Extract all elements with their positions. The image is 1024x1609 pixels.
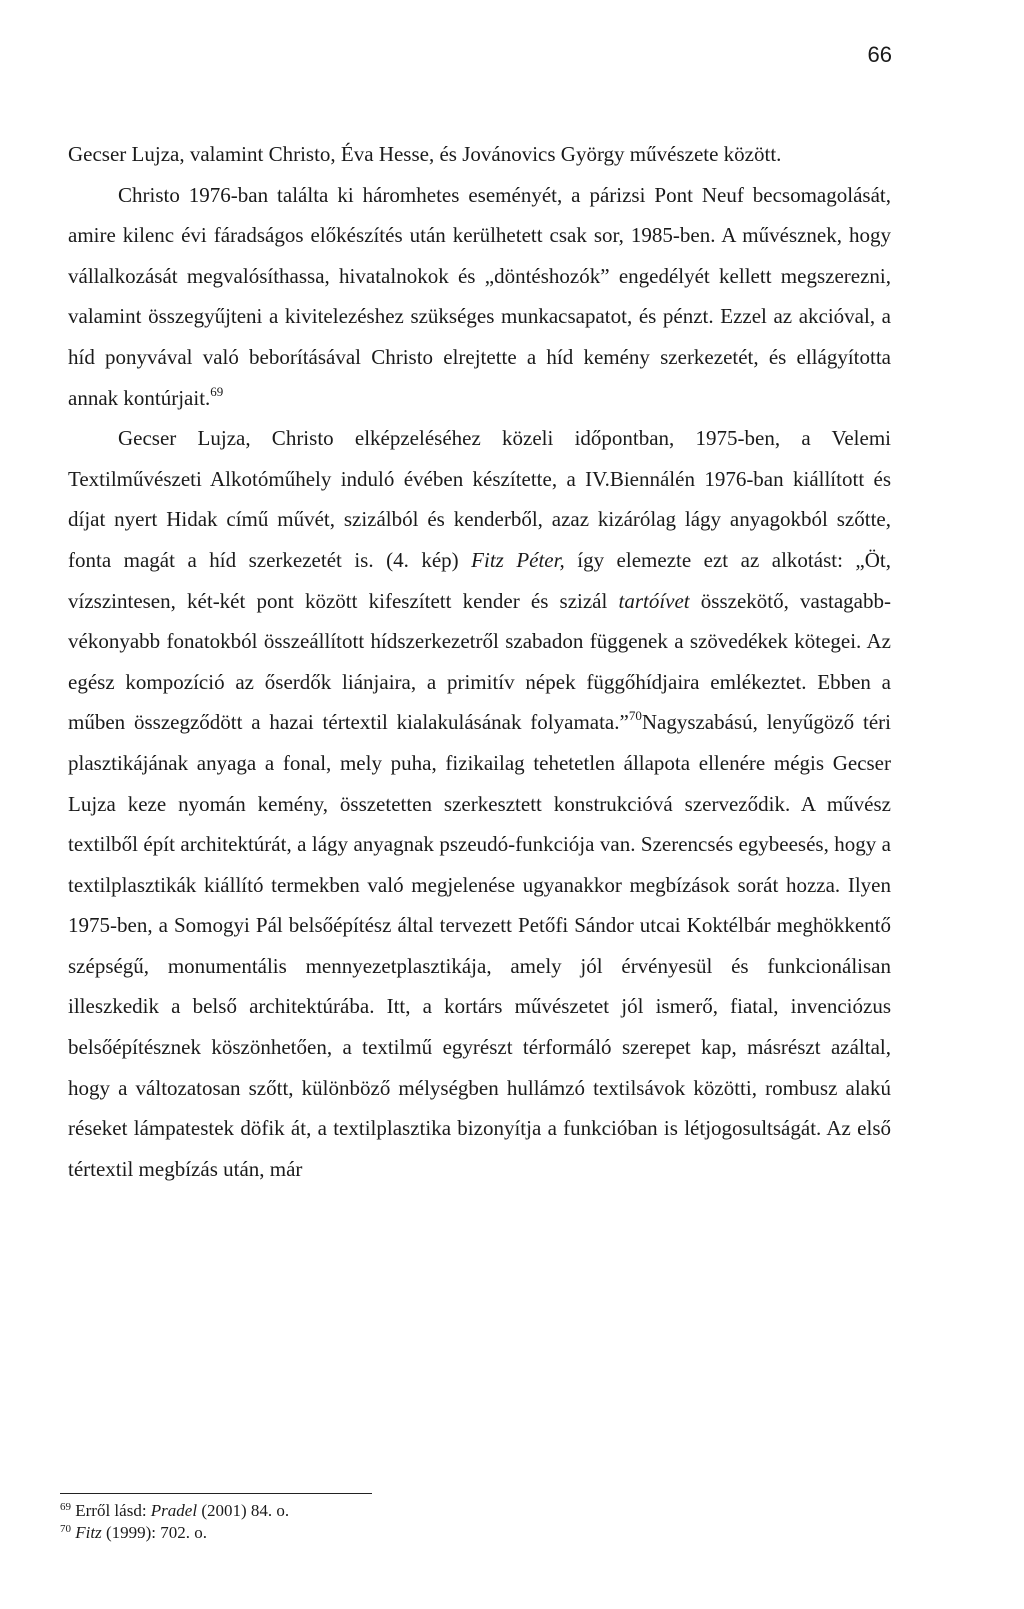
footnote-69 [60, 1500, 760, 1522]
footnote-divider [60, 1493, 372, 1494]
footnote-70 [60, 1522, 760, 1544]
paragraph-3-text-c: összekötő, vastagabb-vékonyabb fonatokból összeállított hídszerkezetről szabadon függenek a szövedékek kötegei. Az egész kompozíció az őserdők liánjaira, a primitív népek függőhídjaira emlékeztet. Ebben a műben összegződött a hazai tértextil kialakulásának folyamata.” [68, 588, 891, 735]
footnote-author: Pradel [150, 1501, 198, 1520]
paragraph-2 [68, 175, 891, 419]
paragraph-3-text-a: Gecser Lujza, Christo elképzeléséhez közeli időpontban, 1975-ben, a Velemi Textilművészeti Alkotóműhely induló évében készítette, a IV.Biennálén 1976-ban kiállított és díjat nyert Hidak című művét, szizálból és kenderből, azaz kizárólag lágy anyagokból szőtte, fonta magát a híd szerkezetét is. (4. kép) [68, 426, 891, 572]
paragraph-3-italic-author: Fitz Péter, [471, 547, 565, 572]
footnote-ref-69: 69 [210, 383, 224, 399]
footnote-author: Fitz [75, 1523, 102, 1542]
footnotes [60, 1500, 760, 1544]
footnote-citation: (2001) 84. o. [197, 1501, 290, 1520]
paragraph-3-italic-term: tartóívet [618, 588, 690, 613]
footnote-number: 70 [60, 1523, 71, 1535]
paragraph-2-text: Christo 1976-ban találta ki háromhetes eseményét, a párizsi Pont Neuf becsomagolását, amire kilenc évi fáradságos előkészítés után kerülhetett csak sor, 1985-ben. A művésznek, hogy vállalkozását megvalósíthassa, hivatalnokok és „döntéshozók” engedélyét kellett megszerezni, valamint összegyűjteni a kivitelezéshez szükséges munkacsapatot, és pénzt. Ezzel az akcióval, a híd ponyvával való beborításával Christo elrejtette a híd kemény szerkezetét, és ellágyította annak kontúrjait. [68, 182, 891, 410]
paragraph-3-text-d: Nagyszabású, lenyűgöző téri plasztikájának anyaga a fonal, mely puha, fizikailag tehetetlen állapota ellenére mégis Gecser Lujza keze nyomán kemény, összetetten szerkesztett konstrukcióvá szerveződik. A művész textilből épít architektúrát, a lágy anyagnak pszeudó-funkciója van. Szerencsés egybeesés, hogy a textilplasztikák kiállító termekben való megjelenése ugyanakkor megbízások sorát hozza. Ilyen 1975-ben, a Somogyi Pál belsőépítész által tervezett Petőfi Sándor utcai Koktélbár meghökkentő szépségű, monumentális mennyezetplasztikája, amely jól érvényesül és funkcionálisan illeszkedik a belső architektúrába. Itt, a kortárs művészetet jól ismerő, fiatal, invenciózus belsőépítésznek köszönhetően, a textilmű egyrészt térformáló szerepet kap, másrészt azáltal, hogy a változatosan szőtt, különböző mélységben hullámzó textilsávok közötti, rombusz alakú réseket lámpatestek döfik át, a textilplasztika bizonyítja a funkcióban is létjogosultságát. Az első tértextil megbízás után, már [68, 710, 891, 1181]
paragraph-3-text-b: így elemezte ezt az alkotást: „Öt, vízszintesen, két-két pont között kifeszített kender és szizál [68, 547, 891, 613]
paragraph-1: Gecser Lujza, valamint Christo, Éva Hesse, és Jovánovics György művészete között. [68, 142, 782, 166]
footnote-ref-70: 70 [628, 708, 642, 724]
paragraph-3 [68, 418, 891, 1189]
footnote-number: 69 [60, 1501, 71, 1513]
body-text [68, 134, 891, 1189]
footnote-prefix: Erről lásd: [75, 1501, 151, 1520]
footnote-citation: (1999): 702. o. [101, 1523, 207, 1542]
page-number: 66 [867, 42, 892, 67]
